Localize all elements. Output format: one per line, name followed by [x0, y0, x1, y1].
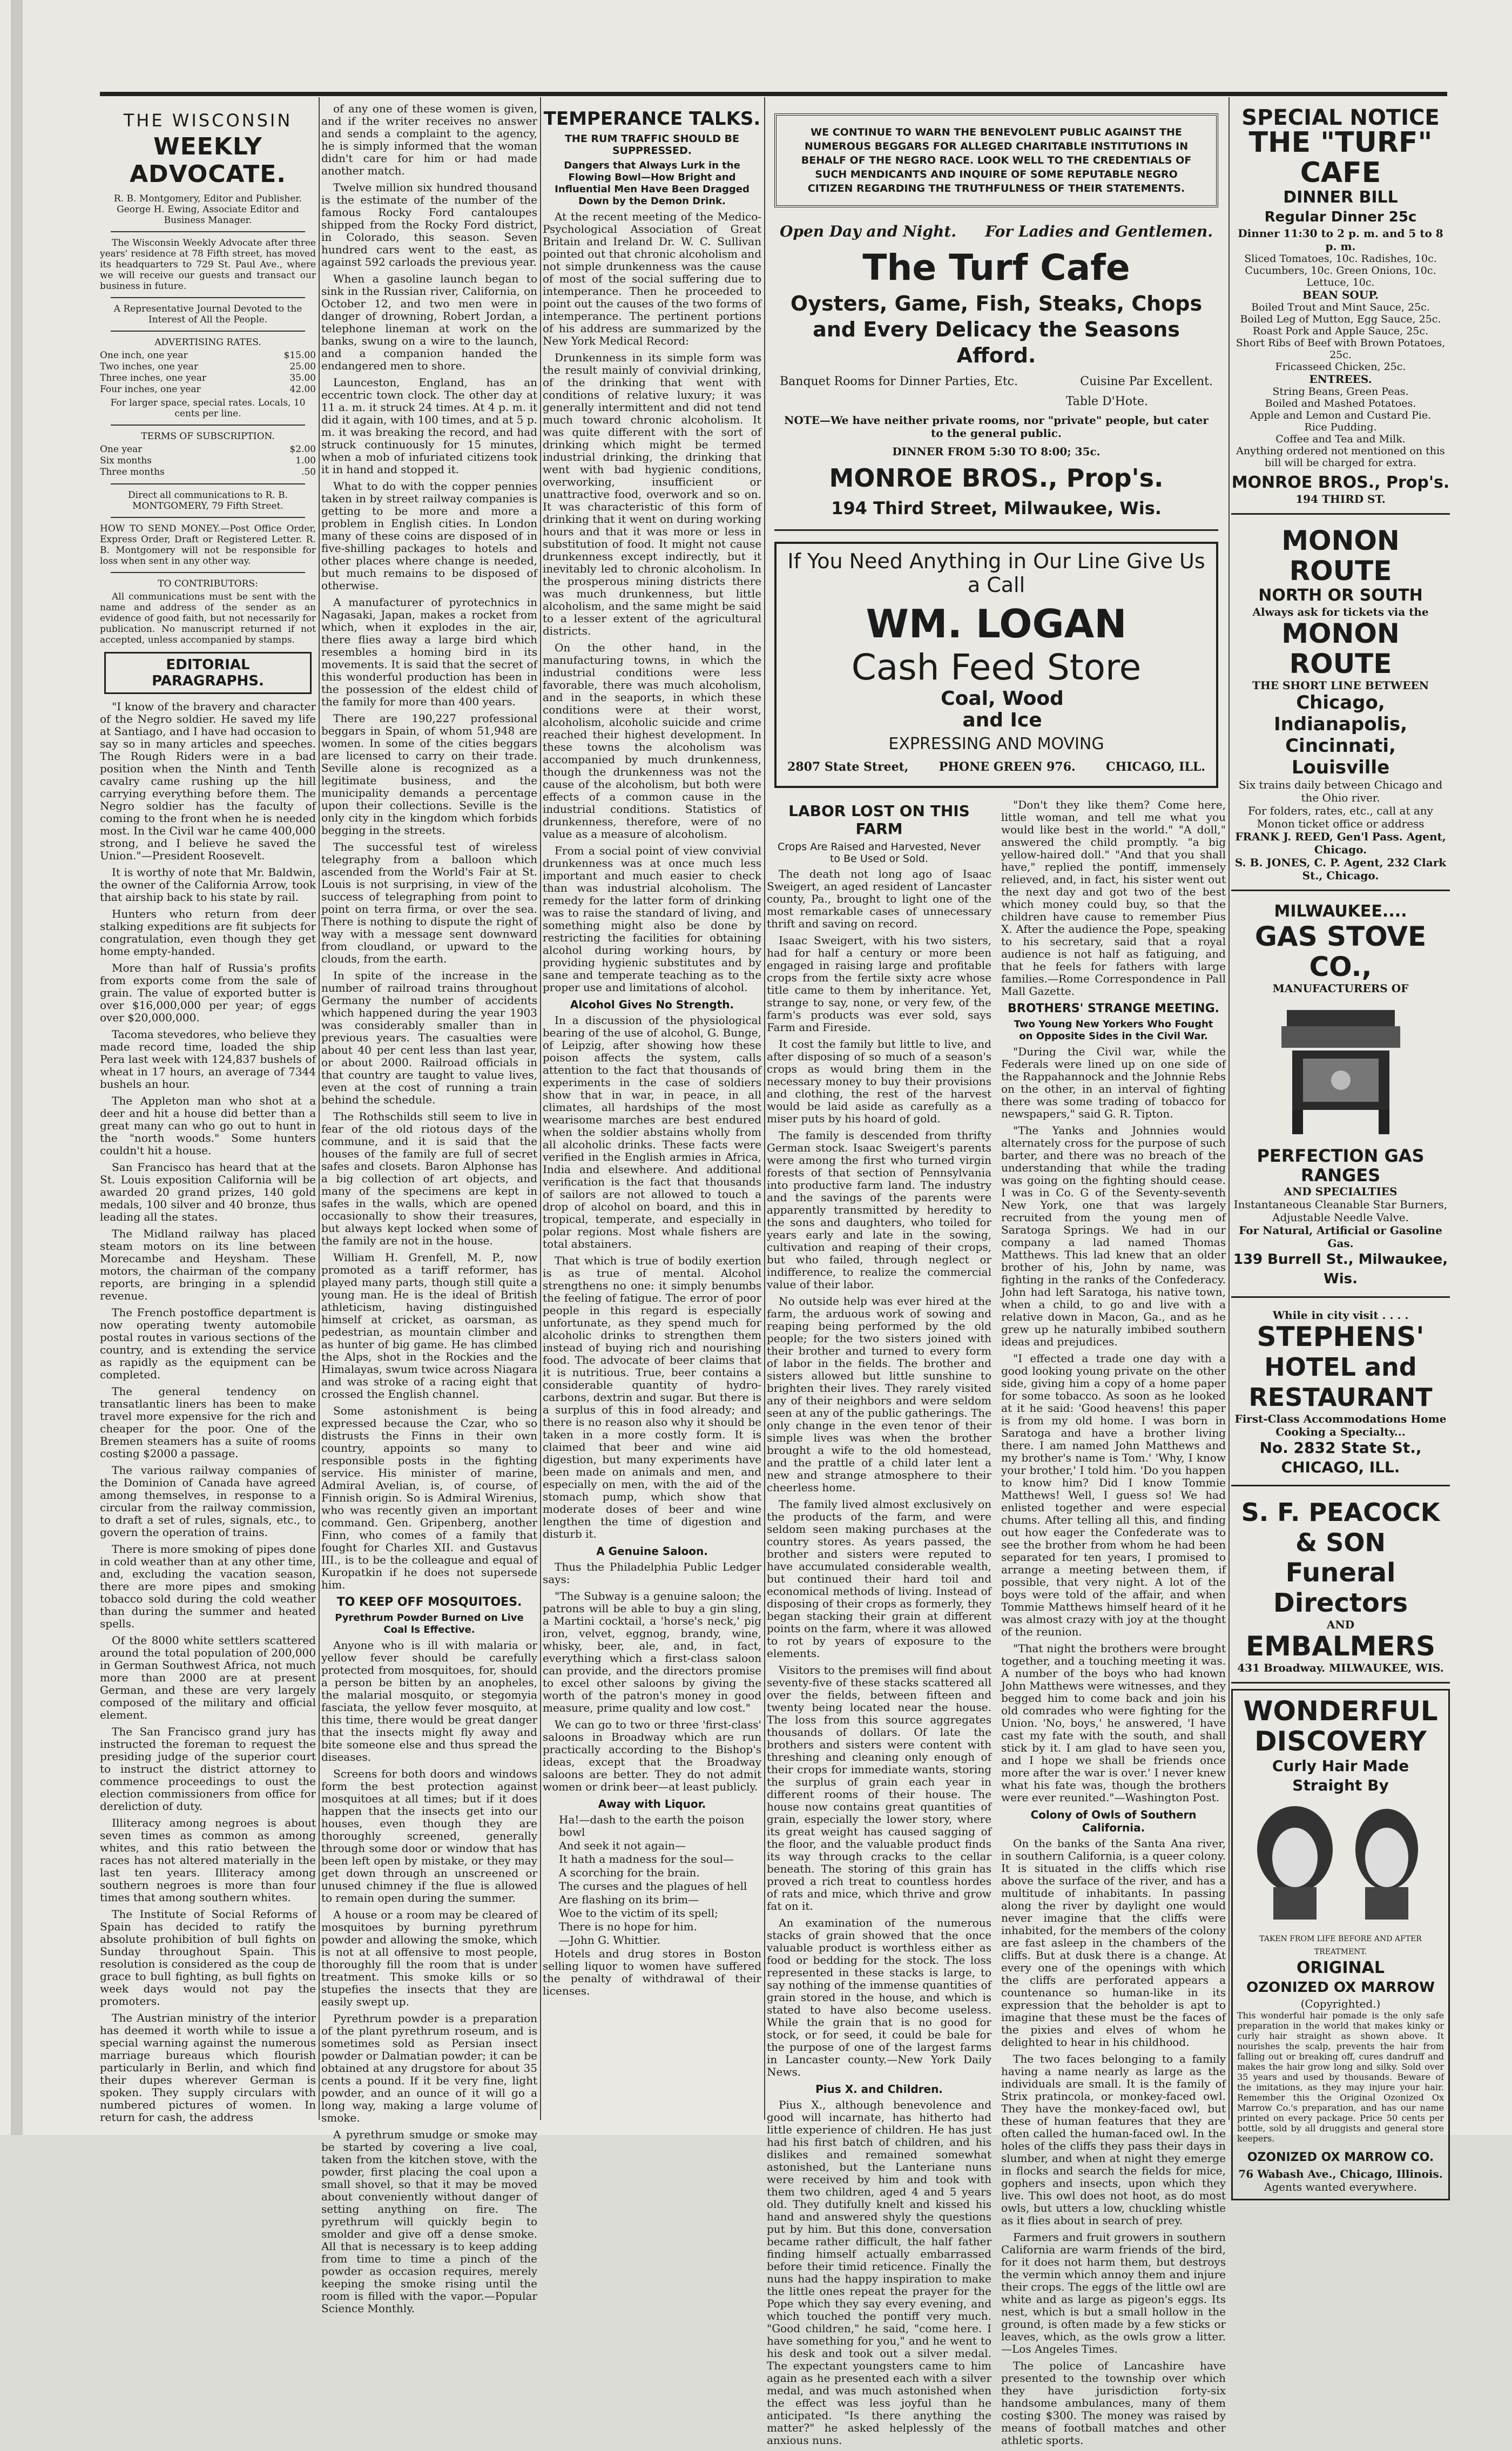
- paragraph: "Don't they like them? Come here, little woman, and tell me what you would like best in the world." "A doll," answered the child promptly. "a big yellow-haired doll." "And that you shall have," replied the pontiff, immensely relieved, and, in fact, his sister went out the next day and got two of the best which money could buy, so that the children have cause to remember Pius X. After the audience the Pope, speaking to his secretary, said that a royal audience is not half as fatiguing, and that he feels for fathers with large families.—Rome Correspondence in Pall Mall Gazette.: [1001, 798, 1226, 998]
- logan-ad: [774, 542, 1218, 788]
- rate-price: 25.00: [289, 361, 316, 372]
- saloon-paragraphs: [543, 1561, 761, 1793]
- text-line: Are flashing on its brim—: [559, 1893, 699, 1906]
- column-2-paragraphs: [321, 103, 537, 1591]
- monon-title: MONON ROUTE: [1281, 525, 1400, 587]
- logan-phone: PHONE GREEN 976.: [939, 760, 1076, 774]
- labor-heading: LABOR LOST ON THIS FARM: [788, 802, 970, 838]
- text-line: Ha!—dash to the earth the poison bowl: [559, 1813, 745, 1839]
- monon-ask: Always ask for tickets via the: [1252, 605, 1429, 618]
- monon-trains: Six trains daily between Chicago and the Ohio river.: [1238, 778, 1443, 804]
- paragraph: The Institute of Social Reforms of Spain has decided to ratify the absolute prohibition of bull fights on Sunday throughout Spain. This resolution is considered as the coup de grace to bull fighting, as bull fights on week days would not pay the promoters.: [100, 1908, 316, 2008]
- gas-stove-ad: [1231, 897, 1450, 1298]
- paragraph: The general tendency on transatlantic liners has been to make travel more expensive for the rich and cheaper for the poor. One of the Bremen steamers has a suite of rooms costing $2000 a passage.: [100, 1385, 316, 1460]
- column-rule: [764, 97, 765, 2120]
- text-line: Anything ordered not mentioned on this bill will be charged for extra.: [1236, 445, 1445, 469]
- paragraph: A pyrethrum smudge or smoke may be started by covering a live coal, taken from the kitchen stove, with the powder, first placing the coal upon a small shovel, so that it may be moved about conveniently without danger of setting anything on fire. The pyrethrum will quickly begin to smolder and give off a dense smoke. All that is necessary is to keep adding from time to time a pinch of the powder as occasion requires, merely keeping the smoke rising until the room is filled with the vapor.—Popular Science Monthly.: [321, 2128, 537, 2315]
- text-line: —John G. Whittier.: [559, 1934, 661, 1947]
- mosquitoes-paragraphs: [321, 1639, 537, 2315]
- rate-label: Three months: [100, 467, 165, 477]
- rate-label: One year: [100, 444, 143, 455]
- rate-row: [100, 350, 316, 361]
- peacock-address: 431 Broadway. MILWAUKEE, WIS.: [1237, 1661, 1444, 1674]
- rate-price: .50: [301, 467, 316, 477]
- text-line: Apple and Lemon and Custard Pie.: [1250, 409, 1432, 421]
- column-1: [100, 103, 316, 2123]
- columns-4-5: [767, 103, 1226, 2447]
- ox-original: ORIGINAL: [1297, 1958, 1385, 1977]
- dinner-hours: DINNER FROM 5:30 TO 8:00; 35c.: [892, 445, 1101, 458]
- divider: [111, 231, 305, 232]
- text-line: Sliced Tomatoes, 10c. Radishes, 10c.: [1244, 253, 1437, 265]
- logan-street: 2807 State Street,: [787, 760, 909, 774]
- paragraph: Anyone who is ill with malaria or yellow fever should be carefully protected from mosquitoes, for, should a person be bitten by an anopheles, the malarial mosquito, or stegomyia fasciata, the yellow fever mosquito, at this time, there would be great danger that the insects might fly away and bite someone else and thus spread the diseases.: [321, 1639, 537, 1763]
- paragraph: "That night the brothers were brought together, and a touching meeting it was. A number of the boys who had known John Matthews were witnesses, and they begged him to come back and join his old comrades who were fighting for the Union. 'No, boys,' he answered, 'I have cast my fate with the south, and shall stick by it. I am glad to have seen you, and I hope we shall be friends once more after the war is over.' I never knew what his fate was, though the brothers were ever reunited."—Washington Post.: [1001, 1642, 1226, 1804]
- peacock-ad: [1231, 1492, 1450, 1684]
- owls-paragraphs: [1001, 1837, 1226, 2447]
- text-line: Short Ribs of Beef with Brown Potatoes, 25c.: [1236, 337, 1446, 361]
- paragraph: In a discussion of the physiological bearing of the use of alcohol, G. Bunge, of Leipzig, after showing how these poison affects the system, calls attention to the fact that thousands of experiments in the case of soldiers show that in war, in peace, in all climates, all hardships of the most wearisome marches are best endured when the soldier abstains wholly from all alcoholic drinks. These facts were verified in the English armies in Africa, India and elsewhere. And additional verification is the fact that thousands of sailors are not allowed to touch a drop of alcohol on board, and this in tropical, temperate, and especially in polar regions. Most whale fishers are total abstainers.: [543, 1014, 761, 1250]
- turf-cafe-name: The Turf Cafe: [862, 247, 1130, 288]
- menu-section-1: [1231, 253, 1450, 288]
- ox-product: OZONIZED OX MARROW: [1246, 1979, 1435, 1996]
- rate-label: Two inches, one year: [100, 361, 198, 372]
- paragraph: Illiteracy among negroes is about seven times as common as among whites, and this ratio between the races has not altered materially in the last ten years. Illiteracy among southern negroes is more than four times that among southern whites.: [100, 1816, 316, 1904]
- labor-dek: Crops Are Raised and Harvested, Never to Be Used or Sold.: [777, 841, 981, 865]
- paragraph: The family is descended from thrifty German stock. Isaac Sweigert's parents were among the first who turned virgin forests of that section of Pennsylvania into productive farm land. The industry and the savings of the parents were apparently transmitted by heredity to the sons and daughters, who toiled for years early and late in the sowing, cultivation and reaping of their crops, but who failed, through neglect or indifference, to realize the commercial value of their labor.: [767, 1129, 991, 1291]
- turf-title: THE "TURF" CAFE: [1248, 126, 1433, 189]
- turf-cafe-ad: [774, 218, 1218, 531]
- text-line: Boiled Leg of Mutton, Egg Sauce, 25c.: [1240, 313, 1441, 325]
- text-line: There is no hope for him.: [559, 1920, 697, 1933]
- labor-paragraphs: [767, 868, 991, 2078]
- perfection-gas-ranges: PERFECTION GAS RANGES: [1257, 1146, 1425, 1186]
- editorial-paragraphs: [100, 701, 316, 2124]
- text-line: And seek it not again—: [559, 1839, 686, 1852]
- paragraph: The death not long ago of Isaac Sweigert, an aged resident of Lancaster county, Pa., brought to light one of the most remarkable cases of unnecessary thrift and saving on record.: [767, 867, 991, 930]
- paragraph: There are 190,227 professional beggars in Spain, of whom 51,948 are women. In some of the cities beggars are licensed to carry on their trade. Seville alone is recognized as a legitimate business, and the municipality demands a percentage upon their collections. Seville is the only city in the kingdom which forbids begging in the streets.: [321, 712, 537, 837]
- paragraph: Farmers and fruit growers in southern California are warm friends of the bird, for it does not harm them, but destroys the vermin which annoy them and injure their crops. The eggs of the little owl are white and as large as pigeon's eggs. Its nest, which is but a small hollow in the ground, is often made by a few sticks or leaves, which, as the owls grow a litter.—Los Angeles Times.: [1001, 2231, 1226, 2355]
- gas-manufacturers: MANUFACTURERS OF: [1272, 982, 1409, 995]
- text-line: Boiled and Mashed Potatoes.: [1265, 398, 1416, 409]
- temperance-heading: TEMPERANCE TALKS.: [543, 108, 761, 130]
- beggar-warning: WE CONTINUE TO WARN THE BENEVOLENT PUBLIC AGAINST THE NUMEROUS BEGGARS FOR ALLEGED CHARITABLE INSTITUTIONS IN BEHALF OF THE NEGRO RACE. LOOK WELL TO THE CREDENTIALS OF SUCH MENDICANTS AND INQUIRE OF SOME REPUTABLE NEGRO CITIZEN REGARDING THE TRUTHFULNESS OF THEIR STATEMENTS.: [774, 113, 1218, 207]
- banquet-rooms: Banquet Rooms for Dinner Parties, Etc.: [780, 375, 1018, 388]
- paragraph: What to do with the copper pennies taken in by street railway companies is getting to be more and more a problem in English cities. In London many of these coins are disposed of in five-shilling packages to hotels and other places where change is needed, but much remains to be disposed of otherwise.: [321, 480, 537, 592]
- paragraph: Some astonishment is being expressed because the Czar, who so distrusts the Finns in their own country, appoints so many to responsible posts in the fighting service. His minister of marine, Admiral Avelian, is, of course, of Finnish origin. So is Admiral Wirenius, who was recently given an important command. Gen. Gripenberg, another Finn, who comes of a family that fought for Charles XII. and Gustavus III., is to be the colleague and equal of Kuropatkin if he does not supersede him.: [321, 1404, 537, 1591]
- poem: [543, 1814, 761, 1947]
- column-5: [1001, 799, 1226, 2451]
- paragraph: When a gasoline launch began to sink in the Russian river, California, on October 12, and two men were in danger of drowning, Robert Jordan, a telephone lineman at work on the banks, swung on a wire to the launch, and a companion handed the endangered men to shore.: [321, 272, 537, 372]
- subscription-heading: TERMS OF SUBSCRIPTION.: [141, 431, 275, 442]
- poem-heading: Away with Liquor.: [598, 1797, 706, 1810]
- logan-city: CHICAGO, ILL.: [1105, 760, 1205, 774]
- gas-company: GAS STOVE CO.,: [1254, 921, 1427, 982]
- open-day-night: Open Day and Night.: [780, 223, 957, 240]
- mosquitoes-heading: TO KEEP OFF MOSQUITOES.: [336, 1595, 522, 1609]
- divider: [111, 331, 305, 332]
- paragraph: The Rothschilds still seem to live in fear of the old riotous days of the commune, and it is said that the houses of the family are full of secret safes and closets. Baron Alphonse has a big collection of art objects, and many of the specimens are kept in safes in the walls, which are opened occasionally to show their treasures, but always kept locked when some of the family are not in the house.: [321, 1110, 537, 1247]
- ox-description: This wonderful hair pomade is the only safe preparation in the world that makes kinky or curly hair straight as shown above. It nourishes the scalp, prevents the hair from falling out or breaking off, cures dandruff and makes the hair grow long and silky. Sold over 35 years and used by thousands. Beware of the imitations, as they may injure your hair. Remember this the Original Ozonized Ox Marrow Co.'s preparation, and has our name printed on every package. Price 50 cents per bottle, sold by all druggists and general store keepers.: [1237, 2010, 1444, 2144]
- paragraph: The San Francisco grand jury has instructed the foreman to request the presiding judge of the superior court to instruct the district attorney to commence proceedings to oust the election commissioners from office for dereliction of duty.: [100, 1725, 316, 1813]
- temperance-dek: Dangers that Always Lurk in the Flowing Bowl—How Bright and Influential Men Have Been Dragged Down by the Demon Drink.: [555, 160, 750, 207]
- alcohol-heading: Alcohol Gives No Strength.: [570, 998, 734, 1011]
- rate-price: 1.00: [295, 455, 316, 466]
- paragraph: Visitors to the premises will find about seventy-five of these stacks scattered all over the fields, between fifteen and twenty being located near the house. The loss from this source aggregates thousands of dollars. Of late the brothers and sisters were content with threshing and cleaning only enough of their crops for immediate wants, storing the surplus of grain each year in different rooms of their house. The house now contains great quantities of grain, especially the lower story, where its great weight has caused sagging of the floor, and the valuable product finds its way through cracks to the cellar beneath. The storing of this grain has proved a rich treat to countless hordes of rats and mice, which thrive and grow fat on it.: [767, 1664, 991, 1913]
- paragraph: of any one of these women is given, and if the writer receives no answer and sends a complaint to the agency, he is simply informed that the woman didn't care for him or had made another match.: [321, 102, 537, 177]
- entrees: ENTREES.: [1309, 373, 1372, 386]
- special-notice-ad: [1231, 103, 1450, 515]
- paragraph: Screens for both doors and windows form the best protection against mosquitoes at all times; but if it does happen that the insects get into our houses, even though they are thoroughly screened, generally through some door or window that has been left open by mistake, or they may get down through an unscreened or unused chimney if the flue is allowed to remain open during the summer.: [321, 1767, 537, 1904]
- text-line: String Beans, Green Peas.: [1272, 386, 1409, 398]
- rate-row: [100, 455, 316, 467]
- before-after-caption: TAKEN FROM LIFE BEFORE AND AFTER TREATMENT.: [1259, 1935, 1422, 1956]
- hotel-restaurant: HOTEL and RESTAURANT: [1248, 1352, 1433, 1412]
- editorial-heading: EDITORIAL PARAGRAPHS.: [104, 652, 312, 694]
- paragraph: From a social point of view convivial drunkenness was at once much less important and much easier to check than was industrial alcoholism. The remedy for the latter form of drinking was to raise the standard of living, and something might also be done by restricting the facilities for obtaining alcohol during working hours, by providing hygienic substitutes and by sane and temperate teaching as to the proper use and limitations of alcohol.: [543, 844, 761, 994]
- paragraph: In spite of the increase in the number of railroad trains throughout Germany the number of accidents which happened during the year 1903 was considerably smaller than in previous years. The casualties were about 40 per cent less than last year, or about 2000. Railroad officials in that country are taught to value lives, even at the cost of running a train behind the schedule.: [321, 969, 537, 1106]
- monroe-proprietor: MONROE BROS., Prop's.: [1231, 473, 1450, 492]
- paragraph: No outside help was ever hired at the farm, the arduous work of sowing and reaping being performed by the old people; for the two sisters joined with their brother and turned to every form of labor in the fields. The brother and sisters allowed but little sunshine to brighten their lives. They rarely visited any of their neighbors and were seldom seen at any of the public gatherings. The only change in the even tenor of their simple lives was when the brother brought a wife to the old homestead, and the prattle of a child later lent a new and strange atmosphere to their cheerless home.: [767, 1295, 991, 1494]
- column-rule: [540, 97, 541, 2120]
- rate-row: [100, 384, 316, 395]
- hotel-stephens: STEPHENS': [1257, 1321, 1425, 1352]
- column-6: [1231, 103, 1450, 2193]
- gas-types: For Natural, Artificial or Gasoline Gas.: [1239, 1224, 1442, 1250]
- monon-folders: For folders, rates, etc., call at any Monon ticket office or address: [1248, 804, 1433, 830]
- temperance-subheading: THE RUM TRAFFIC SHOULD BE SUPPRESSED.: [564, 133, 740, 157]
- embalmers: EMBALMERS: [1245, 1631, 1435, 1662]
- paragraph: On the other hand, in the manufacturing towns, in which the industrial conditions were less favorable, there was much alcoholism, and in the seaports, in which these conditions were at their worst, alcoholism, alcoholic suicide and crime reached their highest development. In these towns the alcoholism was accompanied by much drunkenness, though the drunkenness was not the cause of the alcoholism, but both were effects of a common cause in the industrial conditions. Statistics of drunkenness, therefore, were of no value as a measure of alcoholism.: [543, 641, 761, 840]
- rate-price: $15.00: [284, 350, 316, 361]
- gas-burners: Instantaneous Cleanable Star Burners, Adjustable Needle Valve.: [1233, 1198, 1448, 1224]
- paragraph: On the banks of the Santa Ana river, in southern California, is a queer colony. It is situated in the cliffs which rise above the surface of the river, and has a multitude of inhabitants. In passing along the river by daylight one would never imagine that the cliffs were inhabited, for the members of the colony are fast asleep in the chambers of the cliffs. But at dusk there is a change. At every one of the openings with which the cliffs are perforated appears a countenance so human-like in its expression that the beholder is apt to imagine that these must be the faces of the pixies and elves of whom he delighted to hear in his childhood.: [1001, 1837, 1226, 2049]
- monon-short-line: THE SHORT LINE BETWEEN: [1252, 679, 1429, 692]
- paragraph: We can go to two or three 'first-class' saloons in Broadway which are run practically according to the Bishop's ideas, except that the Broadway saloons are better. They do not admit women or drink beer—at least publicly.: [543, 1718, 761, 1793]
- monon-jones: S. B. JONES, C. P. Agent, 232 Clark St., Chicago.: [1234, 856, 1447, 882]
- paragraph: "I know of the bravery and character of the Negro soldier. He saved my life at Santiago, and I have had occasion to say so in many articles and speeches. The Rough Riders were in a bad position when the Ninth and Tenth cavalry came rushing up the hill carrying everything before them. The Negro soldier has the faculty of coming to the front when he is needed most. In the Civil war he came 400,000 strong, and I believe he saved the Union."—President Roosevelt.: [100, 700, 316, 862]
- owls-heading: Colony of Owls of Southern California.: [1030, 1808, 1197, 1834]
- moving-notice: The Wisconsin Weekly Advocate after three years' residence at 78 Fifth street, has moved its headquarters to 729 St. Paul Ave., where we will receive our guests and transact our business in future.: [100, 238, 316, 292]
- rate-label: Three inches, one year: [100, 373, 206, 383]
- text-line: Coffee and Tea and Milk.: [1275, 433, 1406, 445]
- peacock-and: AND: [1326, 1618, 1355, 1631]
- ox-marrow-ad: [1231, 1689, 1450, 2200]
- paragraph: Drunkenness in its simple form was the result mainly of convivial drinking, of the drinking that went with conditions of relative luxury; it was generally intermittent and did not tend much toward chronic alcoholism. It was quite different with the sort of drinking which might be termed industrial drinking, the drinking that went with bad hygienic conditions, overworking, insufficient or unattractive food, overwork and so on. It was characteristic of this form of drinking that it went on during working hours and that it was more or less in substitution of food. It might not cause drunkenness except indirectly, but it inevitably led to chronic alcoholism. In the prosperous mining districts there was much drunkenness, but little alcoholism, and the same might be said to a lesser extent of the agricultural districts.: [543, 351, 761, 637]
- paragraph: The police of Lancashire have presented to the township over which they have jurisdiction forty-six handsome ambulances, many of them costing $300. The money was raised by means of football matches and other athletic sports.: [1001, 2359, 1226, 2447]
- stephens-hotel-ad: [1231, 1303, 1450, 1486]
- text-line: It hath a madness for the soul—: [559, 1853, 734, 1866]
- rate-row: [100, 361, 316, 373]
- regular-dinner: Regular Dinner 25c: [1264, 209, 1417, 225]
- text-line: The curses and the plagues of hell: [559, 1880, 747, 1893]
- advertising-note: For larger space, special rates. Locals, 10 cents per line.: [110, 398, 306, 419]
- rate-price: $2.00: [289, 444, 316, 455]
- paragraph: Twelve million six hundred thousand is the estimate of the number of the famous Rocky Ford cantaloupes shipped from the Rocky Ford district, in Colorado, this season. Seven hundred cars went to the east, as against 592 carloads the previous year.: [321, 181, 537, 268]
- brothers-paragraphs: [1001, 1046, 1226, 1804]
- brothers-dek: Two Young New Yorkers Who Fought on Opposite Sides in the Civil War.: [1014, 1019, 1213, 1042]
- masthead-line1: THE WISCONSIN: [123, 110, 293, 131]
- turf-address: 194 Third Street, Milwaukee, Wis.: [831, 498, 1162, 519]
- text-line: Cincinnati,: [1285, 735, 1396, 757]
- paragraph: San Francisco has heard that at the St. Louis exposition California will be awarded 20 grand prizes, 140 gold medals, 100 silver and 40 bronze, thus leading all the states.: [100, 1161, 316, 1223]
- ladies-gentlemen: For Ladies and Gentlemen.: [985, 223, 1213, 240]
- rate-row: [100, 467, 316, 478]
- paragraph: An examination of the numerous stacks of grain showed that the once valuable product is worthless either as food or bedding for the stock. The loss represented in these stacks is large, to say nothing of the immense quantities of grain stored in the house, and which is stated to have also become useless. While the grain that is no good for stock, or for seed, it could be bale for the purpose of one of the largest farms in Lancaster county.—New York Daily News.: [767, 1916, 991, 2078]
- direct-communications: Direct all communications to R. B. MONTGOMERY, 79 Fifth Street.: [128, 490, 288, 511]
- paragraph: William H. Grenfell, M. P., now promoted as a tariff reformer, has played many parts, though still quite a young man. He is the ideal of British athleticism, having distinguished himself at cricket, as oarsman, as pedestrian, as mountain climber and as hunter of big game. He has climbed the Alps, shot in the Rockies and the Himalayas, swum twice across Niagara and was stroke of a racing eight that crossed the English channel.: [321, 1251, 537, 1400]
- ox-company: OZONIZED OX MARROW CO.: [1247, 2151, 1434, 2164]
- gas-range-illustration: [1260, 999, 1422, 1140]
- paragraph: The Austrian ministry of the interior has deemed it worth while to issue a special warning against the numerous marriage bureaus which flourish particularly in Berlin, and which find their dupes wherever German is spoken. They supply circulars with numbered pictures of women. In return for cash, the address: [100, 2011, 316, 2124]
- text-line: Roast Pork and Apple Sauce, 25c.: [1252, 325, 1429, 337]
- ox-agents: Agents wanted everywhere.: [1264, 2180, 1417, 2193]
- logan-top: If You Need Anything in Our Line Give Us a Call: [787, 549, 1205, 597]
- paragraph: "I effected a trade one day with a good looking young private on the other side, giving him a copy of a home paper for some tobacco. As soon as he looked at it he said: 'Good heavens! this paper is from my old home. I was born in Saratoga and have a brother living there. I am named John Matthews and my brother's name is Tom.' 'Why, I know your brother,' I told him. 'Do you happen to know him? Did I know Tommie Matthews! Well, I guess so! We had enlisted together and were especial chums. After telling all this, and finding out how eager the Confederate was to see the brother from whom he had been separated for ten years, I promised to arrange a meeting between them, if possible, that very night. A lot of the boys were told of the affair, and when Tommie Matthews himself heard of it he was almost crazy with joy at the thought of the reunion.: [1001, 1352, 1226, 1638]
- subscription-rates: [100, 444, 316, 478]
- binding-edge: [11, 0, 23, 2135]
- gas-milwaukee: MILWAUKEE....: [1274, 902, 1407, 921]
- divider: [111, 297, 305, 298]
- turf-note: NOTE—We have neither private rooms, nor "private" people, but cater to the general public.: [784, 414, 1209, 440]
- motto: A Representative Journal Devoted to the Interest of All the People.: [113, 304, 302, 325]
- logan-goods: Coal, Wood and Ice: [941, 688, 1064, 731]
- temperance-paragraphs: [543, 211, 761, 994]
- gas-specialties: AND SPECIALTIES: [1284, 1185, 1398, 1198]
- paragraph: Pyrethrum powder is a preparation of the plant pyrethrum roseum, and is sometimes sold as Persian insect powder or Dalmatian powder; it can be obtained at any drugstore for about 35 cents a pound. If it be very fine, light powder, and an ounce of it will go a long way, making a large volume of smoke.: [321, 2012, 537, 2124]
- advertising-rates: [100, 350, 316, 395]
- column-rule: [319, 97, 320, 2120]
- column-rule: [1228, 97, 1230, 2120]
- pius-heading: Pius X. and Children.: [815, 2083, 943, 2096]
- masthead-title: WEEKLY ADVOCATE.: [130, 133, 286, 188]
- paragraph: A manufacturer of pyrotechnics in Nagasaki, Japan, makes a rocket from which, when it explodes in the air, there flies away a large bird which resembles a homing bird in its movements. It is said that the secret of this wonderful production has been in the possession of the eldest child of the family for more than 400 years.: [321, 596, 537, 708]
- alcohol-paragraphs: [543, 1014, 761, 1540]
- paragraph: It cost the family but little to live, and after disposing of so much of a season's crops as would bring them in the necessary money to buy their provisions and clothing, the rest of the harvest would be laid aside as carefully as a miser puts by his hoard of gold.: [767, 1038, 991, 1125]
- divider: [111, 483, 305, 484]
- paragraph: "During the Civil war, while the Federals were lined up on one side of the Rappahannock and the Johnnie Rebs on the other, in an interval of fighting there was some trading of tobacco for newspapers," said G. R. Tipton.: [1001, 1045, 1226, 1120]
- paragraph: The successful test of wireless telegraphy from a balloon which ascended from the World's Fair at St. Louis is not surprising, in view of the success of telegraphing from point to point on terra firma, or over the sea. There is nothing to dispute the right of way with a message sent downward from cloudland, or upward to the clouds, from the earth.: [321, 840, 537, 965]
- monon-title-2: MONON ROUTE: [1281, 618, 1400, 679]
- text-line: Louisville: [1291, 757, 1390, 778]
- paragraph: "The Yanks and Johnnies would alternately cross for the purpose of such barter, and there was no breach of the understanding that while the trading was going on the fighting should cease. I was in Co. G of the Seventy-seventh New York, one that was largely recruited from the young men of Saratoga Springs. We had in our company a lad named Thomas Matthews. This lad knew that an older brother of his, John by name, was fighting in the ranks of the Confederacy. John had left Saratoga, his native town, when a child, to go and live with a relative down in Macon, Ga., and as he grew up he naturally imbibed southern ideas and prejudices.: [1001, 1124, 1226, 1348]
- advertising-heading: ADVERTISING RATES.: [154, 337, 261, 348]
- curly-hair: Curly Hair Made Straight By: [1272, 1757, 1409, 1794]
- turf-proprietor: MONROE BROS., Prop's.: [829, 463, 1164, 493]
- turf-cafe-menu: Oysters, Game, Fish, Steaks, Chops and Every Delicacy the Seasons Afford.: [790, 292, 1203, 367]
- column-4: [767, 799, 991, 2451]
- brothers-heading: BROTHERS' STRANGE MEETING.: [1008, 1002, 1219, 1015]
- before-after-portraits: [1244, 1801, 1438, 1925]
- pius-text: Pius X., although benevolence and good will incarnate, has hitherto had little experience of children. He has just had his first batch of children, and his dislikes and remained somewhat astonished, but the Lanteriane nuns were received by him and took with them two children, aged 4 and 5 years old. They dutifully knelt and kissed his hand and answered shyly the questions put by him. But this done, conversation became rather difficult, the half father finding himself actually embarrassed before their timid reticence. Finally the nuns had the happy inspiration to make the little ones repeat the prayer for the Pope which they say every evening, and which touched the pontiff very much. "Good children," he said, "come here. I have something for you," and he went to his desk and took out a silver medal. The expectant youngsters came to him again as he presented each with a silver medal, and was much astonished when the effect was less joyful than he anticipated. "Is there anything the matter?" he asked helplessly of the anxious nuns.: [767, 2098, 991, 2447]
- bean-soup: BEAN SOUP.: [1302, 288, 1379, 301]
- paragraph: The two faces belonging to a family having a name nearly as large as the individuals are small. It is the family of Strix pratincola, or monkey-faced owl. They have the monkey-faced owl, but these of human features that they are often called the human-faced owl. In the holes of the cliffs they pass their days in slumber, and when at night they emerge in flocks and search the fields for mice, gophers and insects, upon which they live. This owl does not hoot, as do most owls, but utters a low, chuckling whistle as it flies about in search of prey.: [1001, 2052, 1226, 2227]
- text-line: Rice Pudding.: [1304, 421, 1377, 433]
- text-line: Fricasseed Chicken, 25c.: [1275, 361, 1406, 373]
- rate-row: [100, 444, 316, 455]
- paragraph: Hunters who return from deer stalking expeditions are fit subjects for congratulation, even though they get home empty-handed.: [100, 907, 316, 958]
- hotel-visit: While in city visit . . . .: [1272, 1309, 1409, 1322]
- paragraph: The family lived almost exclusively on the products of the farm, and were seldom seen making purchases at the country stores. As years passed, the brother and sisters were reputed to have accumulated considerable wealth, but continued their hard toil and economical methods of living. Instead of disposing of their crops as formerly, they began stacking their grain at different points on the farm, where it was allowed to rot by years of exposure to the elements.: [767, 1498, 991, 1660]
- text-line: Boiled Trout and Mint Sauce, 25c.: [1251, 301, 1430, 313]
- special-notice: SPECIAL NOTICE: [1241, 105, 1440, 130]
- gas-address: 139 Burrell St., Milwaukee, Wis.: [1233, 1251, 1448, 1287]
- menu-section-3: [1231, 386, 1450, 469]
- paragraph: A house or a room may be cleared of mosquitoes by burning pyrethrum powder and allowing the smoke, which is not at all offensive to most people, thoroughly fill the room that is under treatment. This smoke kills or so stupefies the insects that they are easily swept up.: [321, 1908, 537, 2008]
- paragraph: The various railway companies of the Dominion of Canada have agreed among themselves, in response to a circular from the railway commission, to draft a set of rules, signals, etc., to govern the operation of trains.: [100, 1464, 316, 1539]
- menu-section-2: [1231, 301, 1450, 373]
- paragraph: Isaac Sweigert, with his two sisters, had for half a century or more been engaged in raising large and profitable crops from the fertile sixty acre whose title came to them by inheritance. Yet, strange to say, none, or very few, of the farm's products was ever sold, says Farm and Fireside.: [767, 934, 991, 1034]
- rate-price: 35.00: [289, 373, 316, 383]
- paragraph: At the recent meeting of the Medico-Psychological Association of Great Britain and Ireland Dr. W. C. Sullivan pointed out that chronic alcoholism and not simple drunkenness was the cause of most of the social suffering due to intemperance. Then he proceeded to point out the causes of the two forms of intemperance. The pertinent portions of his address are summarized by the New York Medical Record:: [543, 210, 761, 347]
- rate-label: Six months: [100, 455, 152, 466]
- paragraph: Tacoma stevedores, who believe they made record time, loaded the ship Pera last week with 124,837 bushels of wheat in 17 hours, an average of 7344 bushels an hour.: [100, 1028, 316, 1090]
- rate-label: Four inches, one year: [100, 384, 201, 395]
- mosquitoes-dek: Pyrethrum Powder Burned on Live Coal Is Effective.: [335, 1612, 524, 1635]
- peacock-name: S. F. PEACOCK & SON: [1241, 1498, 1440, 1557]
- monon-cities: [1231, 692, 1450, 778]
- paragraph: "The Subway is a genuine saloon; the patrons will be able to buy a gin sling, a Martini cocktail, a 'horse's neck,' pig iron, velvet, eggnog, brandy, wine, whisky, beer, ale, and, in fact, everything which a first-class saloon can provide, and the directors promise to excel other saloons by giving the worth of the patron's money in good measure, prime quality and low cost.": [543, 1590, 761, 1714]
- logan-service: EXPRESSING AND MOVING: [888, 735, 1104, 753]
- text-line: Cucumbers, 10c. Green Onions, 10c.: [1245, 265, 1436, 277]
- rate-price: 42.00: [289, 384, 316, 395]
- paragraph: It is worthy of note that Mr. Baldwin, the owner of the California Arrow, took that airship back to his state by rail.: [100, 866, 316, 904]
- paragraph: The Midland railway has placed steam motors on its line between Morecambe and Heysham. These motors, the chairman of the company reports, are bringing in a splendid revenue.: [100, 1227, 316, 1302]
- rate-row: [100, 373, 316, 384]
- hotel-accommodations: First-Class Accommodations Home Cooking a Specialty...: [1234, 1412, 1447, 1438]
- table-dhote: Table D'Hote.: [1065, 395, 1148, 408]
- paragraph: More than half of Russia's profits from exports come from the sale of grain. The value of exported butter is over $16,000,000 per year; of eggs over $20,000,000.: [100, 961, 316, 1024]
- ox-address: 76 Wabash Ave., Chicago, Illinois.: [1238, 2167, 1443, 2180]
- hotel-address: No. 2832 State St., CHICAGO, ILL.: [1259, 1439, 1422, 1476]
- divider: [111, 517, 305, 518]
- monroe-address: 194 THIRD ST.: [1295, 493, 1386, 506]
- contributors-text: All communications must be sent with the name and address of the sender as an evidence of good faith, but not necessarily for publication. No manuscript returned if not accepted, unless accompanied by stamps.: [100, 591, 316, 645]
- paragraph: Launceston, England, has an eccentric town clock. The other day at 11 a. m. it struck 24 times. At 4 p. m. it did it again, with 100 times, and at 5 p. m. it was breaking the record, and had struck continuously for 15 minutes, when a mob of infuriated citizens took it in hand and stopped it.: [321, 376, 537, 476]
- text-line: Chicago,: [1296, 692, 1385, 713]
- column-2: [321, 102, 537, 2315]
- monon-north-south: NORTH OR SOUTH: [1258, 586, 1423, 605]
- ox-copyright: (Copyrighted.): [1300, 1997, 1381, 2010]
- monon-reed: FRANK J. REED, Gen'l Pass. Agent, Chicago.: [1235, 830, 1446, 856]
- saloon-heading: A Genuine Saloon.: [596, 1545, 708, 1558]
- how-to-send-money: HOW TO SEND MONEY.—Post Office Order, Express Order, Draft or Registered Letter. R. B. Montgomery will not be responsible for loss when sent in any other way.: [100, 523, 316, 567]
- text-line: A scorching for the brain.: [559, 1866, 700, 1879]
- funeral-directors: Funeral Directors: [1273, 1558, 1408, 1618]
- rate-label: One inch, one year: [100, 350, 188, 361]
- wonderful-discovery: WONDERFUL DISCOVERY: [1243, 1695, 1438, 1757]
- logan-name: WM. LOGAN: [866, 601, 1127, 647]
- paragraph: That which is true of bodily exertion is as true of mental. Alcohol strengthens no one: it simply benumbs the feeling of fatigue. The error of poor people in this regard is especially unfortunate, as they spend much for alcoholic drinks to strengthen them instead of buying rich and nourishing food. The advocate of beer claims that it is nutritious. True, beer contains a considerable quantity of hydro-carbons, dextrin and sugar. But there is a surplus of this in food already; and there is no reason also why it should be taken in a more costly form. It is claimed that beer and wine aid digestion, but many experiments have been made on animals and men, and especially on men, with the aid of the stomach pump, which show that moderate doses of beer and wine lengthen the time of digestion and disturb it.: [543, 1254, 761, 1540]
- column-5-paragraphs: [1001, 799, 1226, 998]
- dinner-time: Dinner 11:30 to 2 p. m. and 5 to 8 p. m.: [1238, 227, 1443, 253]
- text-line: Indianapolis,: [1273, 713, 1408, 735]
- text-line: Lettuce, 10c.: [1306, 277, 1375, 288]
- paragraph: Of the 8000 white settlers scattered around the total population of 200,000 in German Southwest Africa, not much more than 2000 are at present German, and these are very largely composed of the military and official element.: [100, 1634, 316, 1721]
- paragraph: There is more smoking of pipes done in cold weather than at any other time, and, excluding the vacation season, there are more pipes and smoking tobacco sold during the cold weather than during the summer and heated spells.: [100, 1543, 316, 1630]
- logan-store: Cash Feed Store: [851, 647, 1142, 688]
- contributors-heading: TO CONTRIBUTORS:: [158, 578, 258, 589]
- paragraph: Thus the Philadelphia Public Ledger says:: [543, 1560, 761, 1586]
- divider: [111, 572, 305, 573]
- monon-route-ad: [1231, 520, 1450, 891]
- column-3: [543, 103, 761, 2123]
- top-rule: [100, 92, 1447, 96]
- cuisine: Cuisine Par Excellent.: [1080, 375, 1213, 388]
- editors: R. B. Montgomery, Editor and Publisher. George H. Ewing, Associate Editor and Business Manager.: [113, 193, 302, 226]
- boston-note: Hotels and drug stores in Boston selling liquor to women have suffered the penalty of withdrawal of their licenses.: [543, 1947, 761, 1997]
- paragraph: The French postoffice department is now operating twenty automobile postal routes in various sections of the country, and is extending the service as rapidly as the equipment can be completed.: [100, 1306, 316, 1381]
- divider: [111, 425, 305, 426]
- text-line: Woe to the victim of its spell;: [559, 1907, 718, 1920]
- dinner-bill: DINNER BILL: [1283, 188, 1398, 207]
- paragraph: The Appleton man who shot at a deer and hit a house did better than a great many can who go out to hunt in the "north woods." Some hunters couldn't hit a house.: [100, 1094, 316, 1157]
